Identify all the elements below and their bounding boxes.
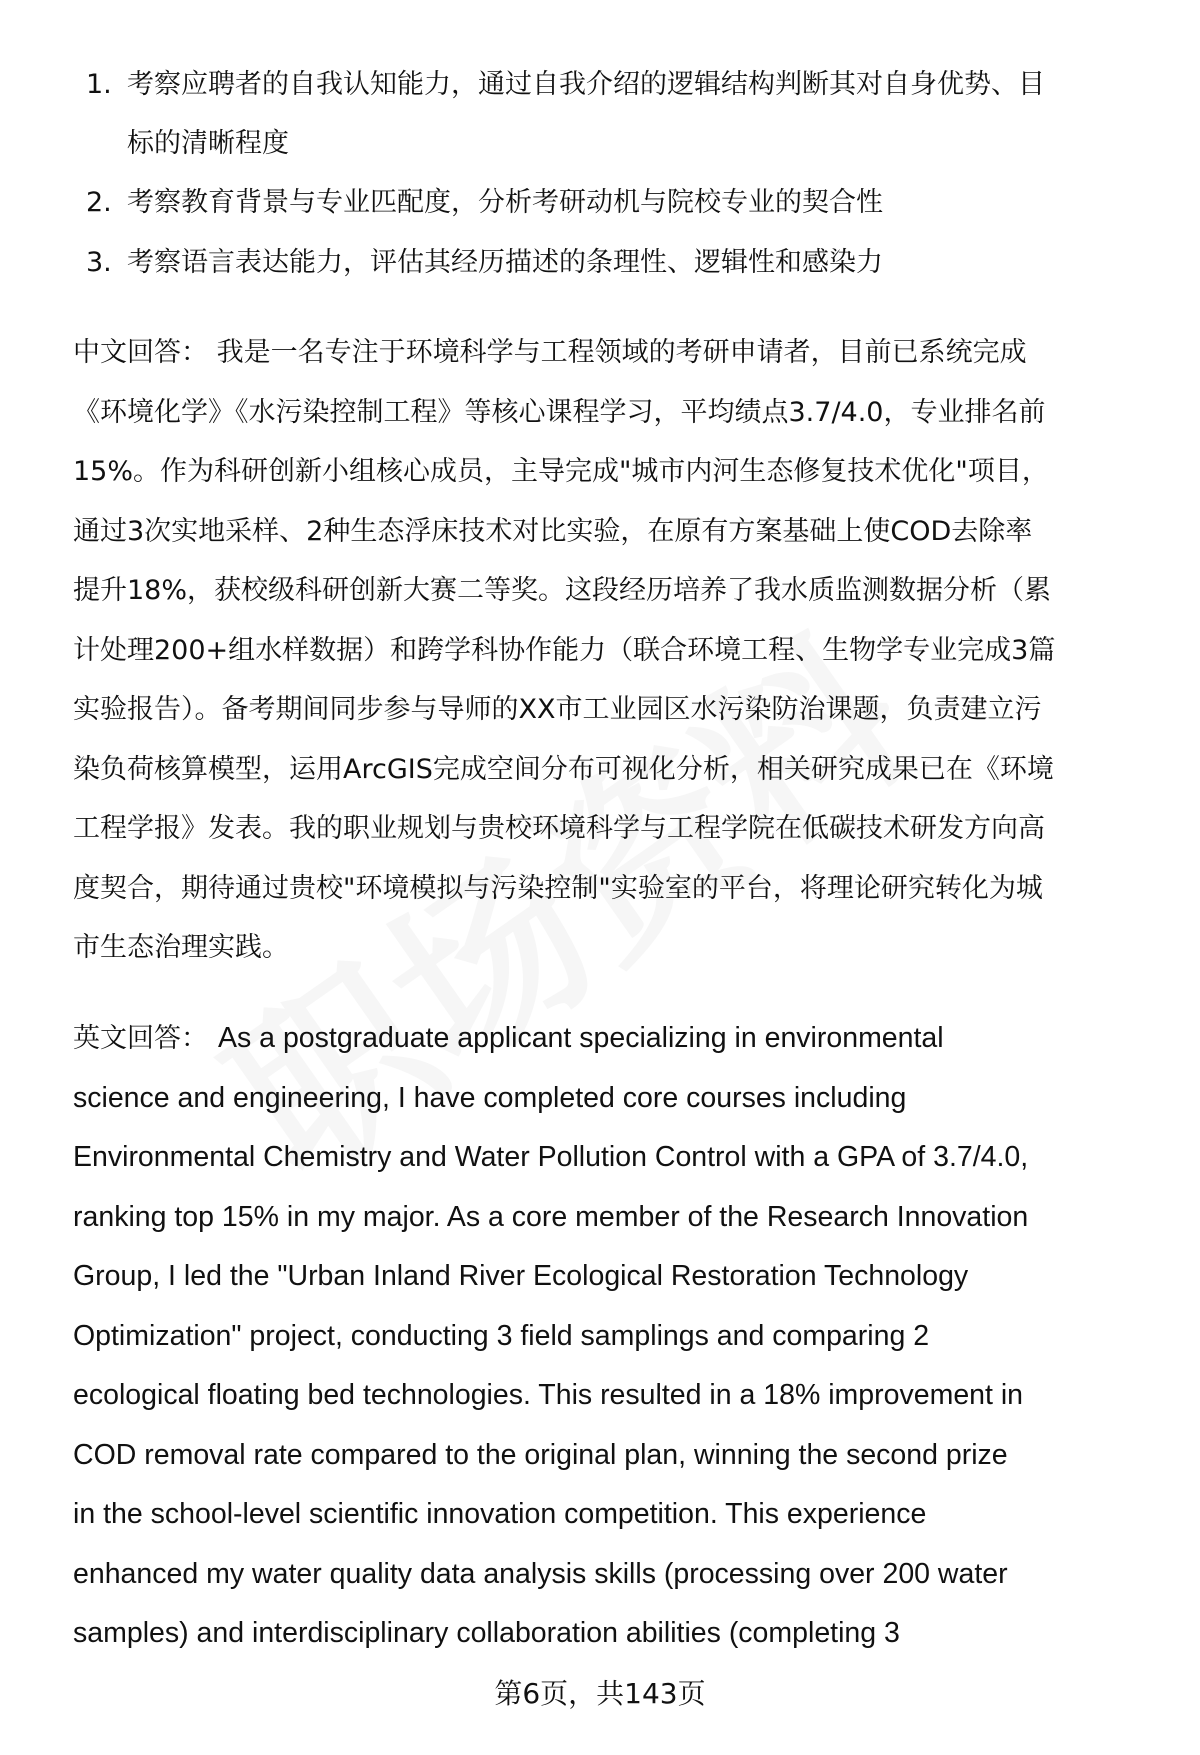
paragraph-line: samples) and interdisciplinary collaboration abilities (completing 3 (73, 1617, 900, 1649)
paragraph-line: Group, I led the "Urban Inland River Ecological Restoration Technology (73, 1260, 969, 1292)
paragraph-line: ranking top 15% in my major. As a core member of the Research Innovation (73, 1200, 1029, 1233)
list-item-text: 考察应聘者的自我认知能力，通过自我介绍的逻辑结构判断其对自身优势、目 (127, 69, 1045, 100)
answer-label: 英文回答： (73, 1023, 208, 1054)
paragraph-line: 计处理200+组水样数据）和跨学科协作能力（联合环境工程、生物学专业完成3篇 (73, 634, 1056, 666)
list-item-text: 考察教育背景与专业匹配度，分析考研动机与院校专业的契合性 (127, 187, 883, 218)
list-number: 3. (86, 247, 112, 278)
paragraph-line (73, 1020, 944, 1057)
paragraph-line: 提升18%，获校级科研创新大赛二等奖。这段经历培养了我水质监测数据分析（累 (73, 575, 1052, 606)
paragraph-line: science and engineering, I have completed core courses including (73, 1081, 907, 1114)
paragraph-line: COD removal rate compared to the original plan, winning the second prize (73, 1438, 1008, 1471)
paragraph-line: 染负荷核算模型，运用ArcGIS完成空间分布可视化分析，相关研究成果已在《环境 (73, 753, 1054, 785)
paragraph-line: 中文回答： 我是一名专注于环境科学与工程领域的考研申请者，目前已系统完成 (73, 337, 1027, 368)
list-number: 1. (86, 69, 112, 100)
page-number: 第6页，共143页 (494, 1677, 706, 1710)
paragraph-line: Environmental Chemistry and Water Pollution Control with a GPA of 3.7/4.0, (73, 1141, 1029, 1173)
paragraph-line: 《环境化学》《水污染控制工程》等核心课程学习，平均绩点3.7/4.0，专业排名前 (73, 396, 1046, 428)
paragraph-line: 度契合，期待通过贵校"环境模拟与污染控制"实验室的平台，将理论研究转化为城 (73, 872, 1043, 904)
paragraph-line: in the school-level scientific innovation competition. This experience (73, 1498, 927, 1530)
list-item-text: 考察语言表达能力，评估其经历描述的条理性、逻辑性和感染力 (127, 247, 883, 278)
paragraph-line: ecological floating bed technologies. This resulted in a 18% improvement in (73, 1379, 1024, 1411)
paragraph-line: 15%。作为科研创新小组核心成员，主导完成"城市内河生态修复技术优化"项目， (73, 456, 1049, 487)
paragraph-line: 工程学报》发表。我的职业规划与贵校环境科学与工程学院在低碳技术研发方向高 (73, 813, 1045, 844)
list-item-text: 标的清晰程度 (127, 128, 289, 159)
paragraph-line: 市生态治理实践。 (73, 932, 289, 963)
paragraph-line: 通过3次实地采样、2种生态浮床技术对比实验，在原有方案基础上使COD去除率 (73, 515, 1033, 547)
paragraph-line: Optimization" project, conducting 3 field samplings and comparing 2 (73, 1319, 930, 1352)
paragraph-line: enhanced my water quality data analysis skills (processing over 200 water (73, 1557, 1008, 1590)
answer-text: As a postgraduate applicant specializing in environmental (218, 1022, 944, 1054)
paragraph-line: 实验报告）。备考期间同步参与导师的XX市工业园区水污染防治课题，负责建立污 (73, 694, 1042, 725)
list-number: 2. (86, 187, 112, 218)
